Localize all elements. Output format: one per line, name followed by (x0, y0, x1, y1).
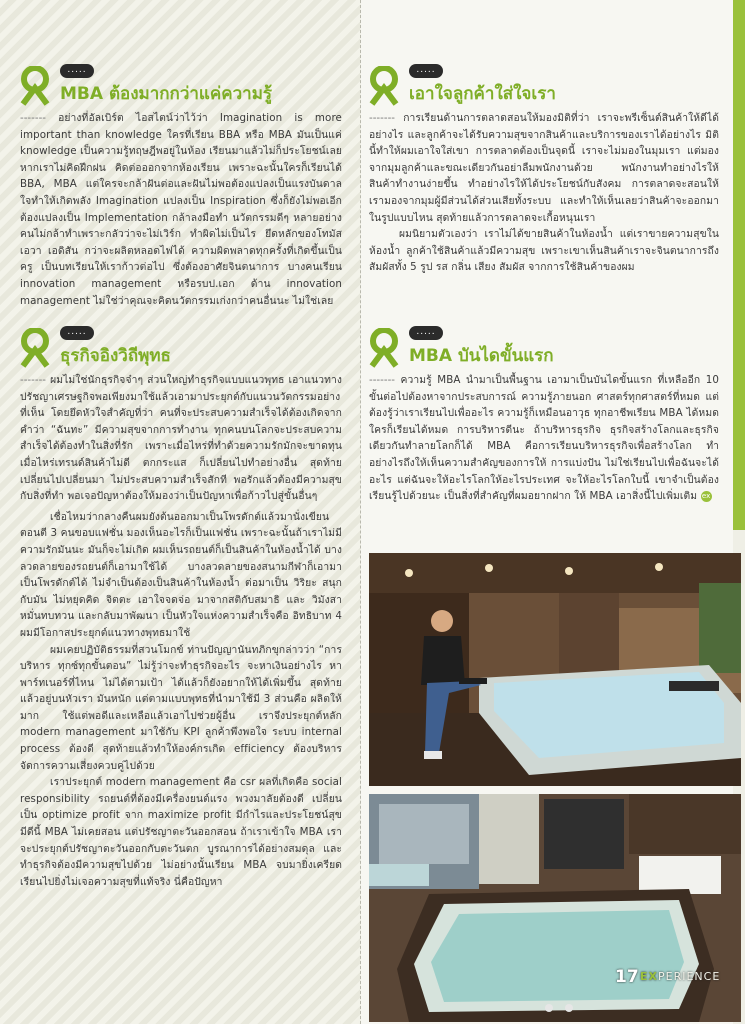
article-mba-first-step (369, 326, 719, 505)
article-paragraph: เชื่อไหมว่ากลางคืนผมยังต้นออกมาเป็นโพรดักต์แล้วมานั่งเขียนตอนตี 3 คนขอบแฟชั่น มองเห็นอะไรก็เป็นแฟชั่น เพราะฉะนั้นถ้าเราไม่มีความรักมันนะ มันก็จะไม่เกิด ผมเห็นรถยนต์ก็เป็นสินค้าในห้องน้ำได้ บางลวดลายของรถยนต์ก็เอามาใช้ได้ บางลวดลายของสนามกีฬาก็เอามาเป็นโพรดักต์ได้ ไม่จำเป็นต้องเป็นสินค้าในห้องน้ำ ต่อมาเป็น วิริยะ สนุกกับมัน ไม่หยุดคิด จิตตะ เอาใจจดจ่อ มาจากสติกับสมาธิ และ วิมังสา หมั่นทบทวน และกลับมาพัฒนา เป็นหัวใจแห่งความสำเร็จคือ อิทธิบาท 4 ผมมีโอกาสประยุกต์แนวทางพุทธมาใช้ (20, 510, 342, 639)
lead-dashes: ------- (20, 112, 47, 124)
article-heading: ธุรกิจอิงวิถีพุทธ (60, 346, 171, 366)
photo-showroom-bathtub (369, 553, 741, 786)
paragraph-text: การเรียนด้านการตลาดสอนให้มองมิติที่ว่า เราจะพรีเซ็นต์สินค้าให้ดีได้อย่างไร และลูกค้าจะได้รับความสุขจากสินค้าและบริการของเราได้อย่างไร มิตินี้ทำให้ผมเอาใจใส่เขา การตลาดต้องเป็นจุดนี้ เราจะไม่มองในมุมเรา แต่มองจากมุมลูกค้าและขณะเดียวกันอย่าลืมพนักงานด้วย พนักงานทำอย่างไรให้สินค้าทำงานง่ายขึ้น ทำอย่างไรให้ได้ประโยชน์กับสังคม การตลาดจะสอนให้เรามองจากมุมผู้มีส่วนได้ส่วนเสียทั้งระบบ และทำให้เห็นเลยว่าสินค้าจะออกมาในรูปแบบไหน สุดท้ายแล้วการตลาดจะเกื้อหนุนเรา (369, 112, 719, 224)
ex-logo-icon (20, 328, 58, 368)
lead-dashes: ------- (369, 374, 396, 386)
article-heading: MBA ต้องมากกว่าแค่ความรู้ (60, 84, 273, 104)
speech-bubble-icon: ..... (409, 326, 443, 340)
lead-dashes: ------- (369, 112, 396, 124)
article-paragraph: ผมนิยามตัวเองว่า เราไม่ได้ขายสินค้าในห้องน้ำ แต่เราขายความสุขในห้องน้ำ ลูกค้าใช้สินค้าแล้วมีความสุข เพราะเขาเห็นสินค้าเราจะจินตนาการถึงสัมผัสทั้ง 5 รูป รส กลิ่น เสียง สัมผัส จากการใช้สินค้าของผม (369, 228, 719, 274)
article-paragraph: ผมเคยปฏิบัติธรรมที่สวนโมกข์ ท่านปัญญานันทภิกขุกล่าวว่า “การบริหาร ทุกซ์ทุกขั้นตอน” ไม่รู้ว่าจะทำธุรกิจอะไร จะหาเงินอย่างไร หาพาร์ทเนอร์ที่ไหน ไม่ได้ตามเป้า ได้แล้วก็ยังอยากให้ได้เพิ่มขึ้น สุดท้ายแล้วอยู่บนหัวเรา มันหนัก แต่ตามแบบพุทธที่นำมาใช้มี 3 ส่วนคือ ผลิตให้มาก ใช้แต่พอดีและเหลือแล้วเอาไปช่วยผู้อื่น เราจึงประยุกต์หลัก modern management มาใช้กับ KPI ลูกค้าพึงพอใจ ระบบ internal process ต้องดี สุดท้ายแล้วทำให้องค์กรเกิด efficiency ต้องบริหารจัดการความเสี่ยงควบคู่ไปด้วย (20, 643, 342, 772)
article-customer-focus (369, 64, 719, 276)
end-mark-icon: ex (701, 491, 711, 500)
article-mba-beyond-knowledge (20, 64, 342, 309)
brand-rest: PERIENCE (658, 970, 721, 983)
paragraph-text: ความรู้ MBA นำมาเป็นพื้นฐาน เอามาเป็นบันไดขั้นแรก ที่เหลืออีก 10 ขั้นต่อไปต้องหาจากประสบการณ์ ความรู้ภายนอก ศาสตร์ทุกศาสตร์ที่หมด แต่ต้องรู้ว่าเราเรียนไปเพื่ออะไร ความรู้ก็เหมือนอาวุธ ทุกอาชีพเรียน MBA ได้หมด ใครก็เรียนได้หมด การบริหารดีนะ ถ้าบริหารธุรกิจ ธุรกิจสร้างโลกและธุรกิจเดียวกันทำลายโลกก็ได้ MBA คือการเรียนบริหารธุรกิจเพื่อสร้างโลก ทำอย่างไรถึงให้เห็นความสำคัญของการให้ การแบ่งปัน ไม่ใช่เรียนไปเพื่อฉันจะได้อะไร แต่ฉันจะให้อะไรโลกให้อะไรประเทศ จะให้อะไรโลกใบนี้ เขาจำเป็นต้องเรียนรู้ไปด้วยนะ เป็นสิ่งที่สำคัญที่ผมอยากฝาก ให้ MBA เอาสิ่งนี้ไปเพิ่มเติม (369, 374, 720, 503)
speech-bubble-icon: ..... (60, 64, 94, 78)
photo-jacuzzi-showroom (369, 794, 741, 1022)
speech-bubble-icon: ..... (60, 326, 94, 340)
brand-prefix: EX (640, 970, 658, 983)
article-heading: เอาใจลูกค้าใส่ใจเรา (409, 84, 556, 104)
article-paragraph (369, 110, 719, 226)
ex-logo-icon (369, 66, 407, 106)
magazine-brand (640, 970, 720, 983)
page-number: 17 (615, 967, 639, 987)
accent-strip (733, 0, 745, 530)
article-header (369, 326, 719, 372)
paragraph-text: อย่างที่อัลเบิร์ต ไอสไตน์ว่าไว้ว่า Imagination is more important than knowledge ใครที่เรียน BBA หรือ MBA มันเป็นแค่ knowledge เป็นความรู้ทฤษฎีพอยู่ในห้อง เรียนมาแล้วไม่ก็ประโยชน์เลย หากเราไม่คิดฝึกฝน คิดต่อออกจากห้องเรียน เพราะฉะนั้นใครก็เรียนได้ BBA, MBA แต่ใครจะกล้าฝันต่อและฝันไม่พอต้องแปลงเป็นแรงบันดาลใจทำให้เกิดพลัง Imagination แปลงเป็น Inspiration ซึ่งก็ยังไม่พอเอีก ต้องแปลงเป็น Implementation กล้าลงมือทำ นวัตกรรมดีๆ หลายอย่างคนไม่กล้าทำเพราะกลัวว่าจะไม่เวิร์ก ทำผิดไม่เป็นไร ยึดหลักของโทมัส เอวา เอดิสัน กว่าจะผลิตหลอดไฟได้ ความผิดพลาดทุกครั้งที่เกิดขึ้นเป็นครู เป็นบทเรียนให้เราก้าวต่อไป ซึ่งต้องอาศัยจินตนาการ บางคนเรียน innovation management หรือรบป.เอก ด้าน innovation management ไม่ใช่ว่าคุณจะคิดนวัตกรรมเก่งกว่าคนอื่นนะ ไม่ใช่เลย (20, 112, 342, 307)
article-header (20, 64, 342, 110)
article-paragraph (20, 372, 342, 505)
ex-logo-icon (20, 66, 58, 106)
article-heading: MBA บันไดขั้นแรก (409, 346, 554, 366)
lead-dashes: ------- (20, 374, 47, 386)
ex-logo-icon (369, 328, 407, 368)
article-paragraph (20, 110, 342, 309)
article-header (369, 64, 719, 110)
article-buddhist-business (20, 326, 342, 890)
paragraph-text: ผมไม่ใช่นักธุรกิจจ๋าๆ ส่วนใหญ่ทำธุรกิจแบบแนวพุทธ เอาแนวทางปรัชญาเศรษฐกิจพอเพียงมาใช้แล้วเอามาประยุกต์กับแนวนวัตกรรมอย่างที่เห็น โดยยึดหัวใจสำคัญที่ว่า คนที่จะประสบความสำเร็จได้ต้องเกิดจากคำว่า “ฉันทะ” มีความสุขจากการทำงาน ทุกคนบนโลกจะประสบความสำเร็จได้ต้องทำในสิ่งที่รัก เพราะเมื่อไหร่ที่ทำด้วยความรักมักจะขาดทุน เมื่อไหร่เทรนด์สินค้าไม่ดี ตกกระแส ก็เปลี่ยนไปทำอย่างอื่น สุดท้ายเปลี่ยนไปเปลี่ยนมา ไม่ประสบความสำเร็จสักที พอรักแล้วต้องมีความสุขกับสิ่งที่ทำ พอเจอปัญหาต้องให้มองว่าเป็นปัญหาเพื่อก้าวไปสู่ขั้นอื่นๆ (20, 374, 342, 503)
article-header (20, 326, 342, 372)
article-paragraph: เราประยุกต์ modern management คือ csr ผลที่เกิดคือ social responsibility รถยนต์ที่ต้องมีเครื่องยนต์แรง พวงมาลัยต้องดี เปลี่ยนเป็น optimize profit จาก maximize profit มีกำไรและประโยชน์สุข มีดีนี้ MBA ไม่เคยสอน แต่ปรัชญาตะวันออกสอน ถ้าเราเข้าใจ MBA เราจะประยุกต์ปรัชญาตะวันออกกับตะวันตก บูรณาการได้อย่างสมดุล และทำธุรกิจต้องมีความสุขไปด้วย ไม่อย่างนั้นเรียน MBA จบมายิ่งเครียดเรียนไปยิ่งไม่เจอความสุขที่แท้จริง นี่คือปัญหา (20, 776, 342, 888)
speech-bubble-icon: ..... (409, 64, 443, 78)
article-paragraph (369, 372, 719, 505)
